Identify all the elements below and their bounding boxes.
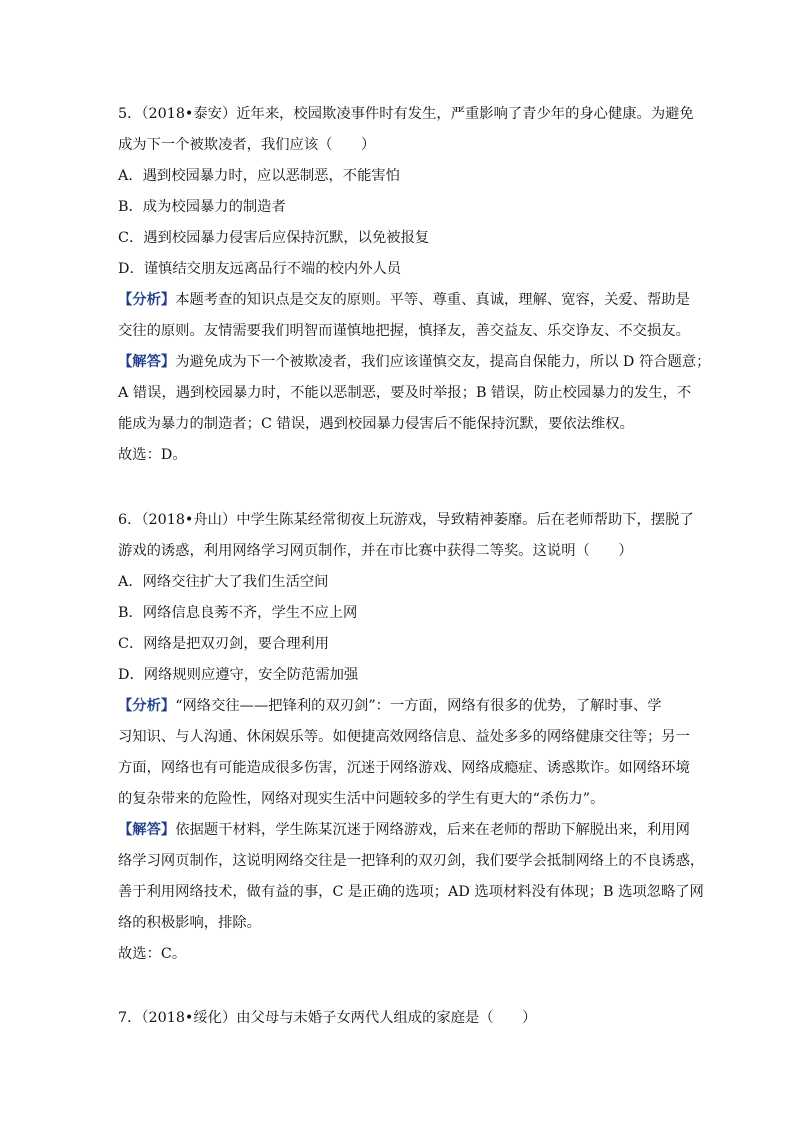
question-5-analysis-line-1 — [118, 290, 690, 310]
question-7-stem-line-1: 7．（2018•绥化）由父母与未婚子女两代人组成的家庭是（ ） — [118, 1010, 537, 1026]
question-5-choice: 故选：D。 — [118, 447, 187, 463]
question-6-answer-line-1 — [118, 820, 690, 840]
question-5-answer-line-2: A 错误，遇到校园暴力时，不能以恶制恶，要及时举报；B 错误，防止校园暴力的发生，不 — [118, 385, 692, 401]
question-6-option-c: C．网络是把双刃剑，要合理利用 — [118, 636, 330, 652]
question-6-option-a: A．网络交往扩大了我们生活空间 — [118, 574, 329, 590]
question-6-answer-line-2: 络学习网页制作，这说明网络交往是一把锋利的双刃剑，我们要学会抵制网络上的不良诱惑， — [118, 853, 705, 869]
answer-tag: 【解答】 — [118, 354, 176, 370]
question-6-answer-line-4: 络的积极影响，排除。 — [118, 915, 261, 931]
question-5-option-a: A．遇到校园暴力时，应以恶制恶，不能害怕 — [118, 168, 400, 184]
question-5-option-c: C．遇到校园暴力侵害后应保持沉默，以免被报复 — [118, 230, 430, 246]
analysis-text: 本题考查的知识点是交友的原则。平等、尊重、真诚，理解、宽容，关爱、帮助是 — [175, 292, 690, 308]
question-5-answer-line-1 — [118, 352, 711, 372]
analysis-text: “网络交往——把锋利的双刃剑”：一方面，网络有很多的优势，了解时事、学 — [175, 698, 662, 714]
answer-tag: 【解答】 — [118, 822, 176, 838]
answer-text: 为避免成为下一个被欺凌者，我们应该谨慎交友，提高自保能力，所以 D 符合题意； — [175, 354, 711, 370]
question-6-option-b: B．网络信息良莠不齐，学生不应上网 — [118, 605, 358, 621]
question-6-stem-line-1: 6．（2018•舟山）中学生陈某经常彻夜上玩游戏，导致精神萎靡。后在老师帮助下，摆脱了 — [118, 512, 694, 528]
question-5-option-d: D．谨慎结交朋友远离品行不端的校内外人员 — [118, 261, 402, 277]
question-5-answer-line-3: 能成为暴力的制造者；C 错误，遇到校园暴力侵害后不能保持沉默，要依法维权。 — [118, 416, 634, 432]
analysis-tag: 【分析】 — [118, 698, 176, 714]
question-5-stem-line-2: 成为下一个被欺凌者，我们应该（ ） — [118, 137, 376, 153]
question-6-analysis-line-2: 习知识、与人沟通、休闲娱乐等。如便捷高效网络信息、益处多多的网络健康交往等；另一 — [118, 729, 690, 745]
question-6-analysis-line-4: 的复杂带来的危险性，网络对现实生活中问题较多的学生有更大的“杀伤力”。 — [118, 791, 605, 807]
question-5-option-b: B．成为校园暴力的制造者 — [118, 199, 286, 215]
question-6-analysis-line-1 — [118, 696, 678, 716]
question-6-analysis-line-3: 方面，网络也有可能造成很多伤害，沉迷于网络游戏、网络成瘾症、诱惑欺诈。如网络环境 — [118, 760, 690, 776]
question-6-answer-line-3: 善于利用网络技术，做有益的事，C 是正确的选项；AD 选项材料没有体现；B 选项忽略了网 — [118, 884, 704, 900]
question-6-option-d: D．网络规则应遵守，安全防范需加强 — [118, 667, 359, 683]
question-5-analysis-line-2: 交往的原则。友情需要我们明智而谨慎地把握，慎择友，善交益友、乐交诤友、不交损友。 — [118, 323, 690, 339]
analysis-tag: 【分析】 — [118, 292, 176, 308]
question-5-stem-line-1: 5．（2018•泰安）近年来，校园欺凌事件时有发生，严重影响了青少年的身心健康。为避免 — [118, 106, 694, 122]
question-6-choice: 故选：C。 — [118, 946, 187, 962]
question-6-stem-line-2: 游戏的诱惑，利用网络学习网页制作，并在市比赛中获得二等奖。这说明（ ） — [118, 543, 633, 559]
answer-text: 依据题干材料，学生陈某沉迷于网络游戏，后来在老师的帮助下解脱出来，利用网 — [175, 822, 690, 838]
